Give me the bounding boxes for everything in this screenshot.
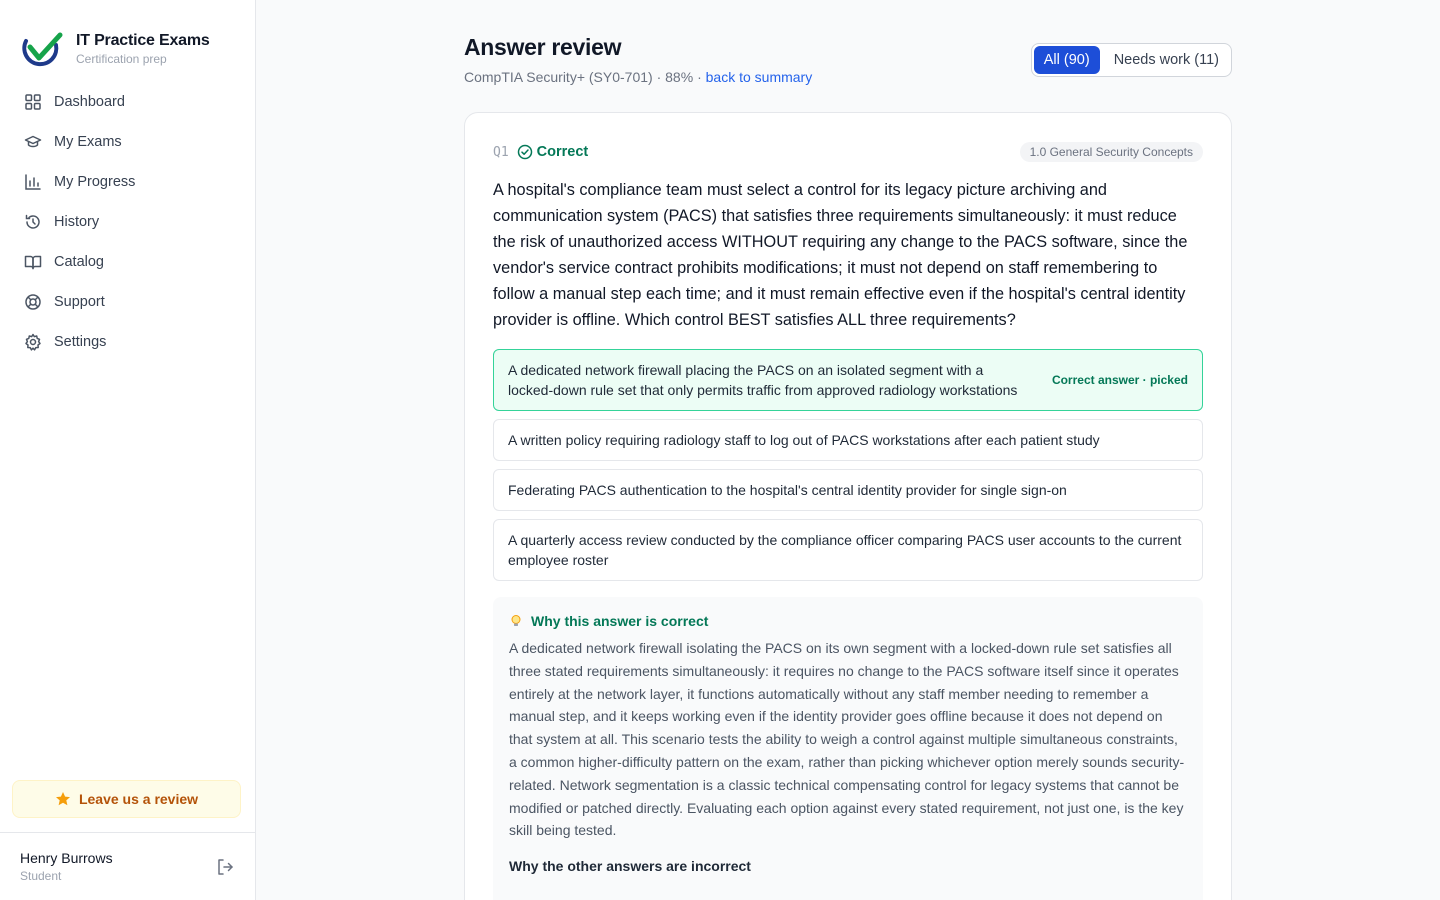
sidebar-item-catalog[interactable] <box>12 242 243 282</box>
gear-icon <box>24 333 42 351</box>
sidebar-item-my-exams[interactable] <box>12 122 243 162</box>
question-status <box>517 144 589 160</box>
main-content <box>256 0 1440 900</box>
exam-name: CompTIA Security+ (SY0-701) <box>464 69 653 85</box>
answer-option[interactable] <box>493 469 1203 511</box>
graduation-cap-icon <box>24 133 42 151</box>
option-text: A dedicated network firewall placing the PACS on an isolated segment with a locked-down rule set that only permits traffic from approved radiology workstations <box>508 362 1018 398</box>
option-text: A quarterly access review conducted by the compliance officer comparing PACS user accounts to the current employee roster <box>508 532 1182 568</box>
sidebar-item-label: Dashboard <box>54 94 125 110</box>
status-label: Correct <box>536 144 589 160</box>
logo-icon <box>20 31 64 67</box>
option-text: A written policy requiring radiology staff to log out of PACS workstations after each patient study <box>508 432 1100 448</box>
user-name: Henry Burrows <box>20 850 113 866</box>
option-text: Federating PACS authentication to the hospital's central identity provider for single sign-on <box>508 482 1067 498</box>
filter-needs-work-button[interactable]: Needs work (11) <box>1113 52 1219 68</box>
answer-option-correct[interactable] <box>493 349 1203 411</box>
domain-tag: 1.0 General Security Concepts <box>1020 142 1203 162</box>
user-profile <box>0 832 255 900</box>
sidebar-item-label: Catalog <box>54 254 104 270</box>
sidebar-item-label: History <box>54 214 100 230</box>
explanation-panel <box>493 597 1203 900</box>
other-answers-heading: Why the other answers are incorrect <box>509 858 751 875</box>
bar-chart-icon <box>24 173 42 191</box>
sidebar-item-label: Support <box>54 294 105 310</box>
explanation-text: A dedicated network firewall isolating the PACS on its own segment with a locked-down rule set satisfies all three stated requirements simultaneously: it requires no change to the PACS software itself since it operates entirely at the network layer, it functions automatically without any staff member needing to remember a manual step, and it keeps working even if the identity provider goes offline because it does not depend on that system at all. This scenario tests the ability to weigh a control against multiple simultaneous constraints, a common higher-difficulty pattern on the exam, rather than picking whichever option merely sounds security-related. Network segmentation is a classic technical compensating control for legacy systems that cannot be modified or patched directly. Evaluating each option against every stated requirement, not just one, is the key skill being tested. <box>509 640 1185 839</box>
answer-option[interactable] <box>493 419 1203 461</box>
filter-toggle <box>1031 43 1232 77</box>
brand[interactable] <box>0 0 255 78</box>
explanation-title: Why this answer is correct <box>531 613 709 629</box>
user-role: Student <box>20 869 62 883</box>
sidebar-item-dashboard[interactable] <box>12 82 243 122</box>
question-number: Q1 <box>493 144 509 160</box>
logout-icon[interactable] <box>215 857 235 877</box>
answer-option[interactable] <box>493 519 1203 581</box>
question-card <box>464 112 1232 900</box>
sidebar-item-label: Settings <box>54 334 107 350</box>
sidebar-item-support[interactable] <box>12 282 243 322</box>
separator: · <box>697 69 702 85</box>
history-icon <box>24 213 42 231</box>
check-circle-icon <box>517 144 533 160</box>
lightbulb-icon <box>509 614 523 628</box>
explanation-heading <box>509 613 1187 629</box>
brand-title: IT Practice Exams <box>76 32 210 49</box>
page-header <box>464 34 1232 85</box>
page-title: Answer review <box>464 34 622 60</box>
sidebar-nav <box>0 78 255 362</box>
book-open-icon <box>24 253 42 271</box>
leave-review-button[interactable] <box>12 780 241 818</box>
grid-icon <box>24 93 42 111</box>
brand-subtitle: Certification prep <box>76 52 167 66</box>
sidebar-item-settings[interactable] <box>12 322 243 362</box>
leave-review-label: Leave us a review <box>78 791 199 807</box>
sidebar-item-label: My Progress <box>54 174 136 190</box>
question-meta <box>493 141 1203 163</box>
back-to-summary-link[interactable]: back to summary <box>705 69 813 85</box>
sidebar <box>0 0 256 900</box>
correct-picked-badge: Correct answer · picked <box>1051 373 1188 387</box>
separator: · <box>656 69 662 85</box>
answer-options <box>493 349 1203 581</box>
filter-all-button[interactable]: All (90) <box>1034 46 1100 74</box>
sidebar-item-label: My Exams <box>54 134 122 150</box>
question-text: A hospital's compliance team must select a control for its legacy picture archiving and communication system (PACS) that satisfies three requirements simultaneously: it must reduce the risk of unauthorized access WITHOUT requiring any change to the PACS software, since the vendor's service contract prohibits modifications; it must not depend on staff remembering to follow a manual step each time; and it must remain effective even if the hospital's central identity provider is offline. Which control BEST satisfies ALL three requirements? <box>493 181 1188 329</box>
sidebar-item-history[interactable] <box>12 202 243 242</box>
star-icon <box>55 791 71 807</box>
sidebar-item-my-progress[interactable] <box>12 162 243 202</box>
life-buoy-icon <box>24 293 42 311</box>
exam-score: 88% <box>665 69 694 85</box>
